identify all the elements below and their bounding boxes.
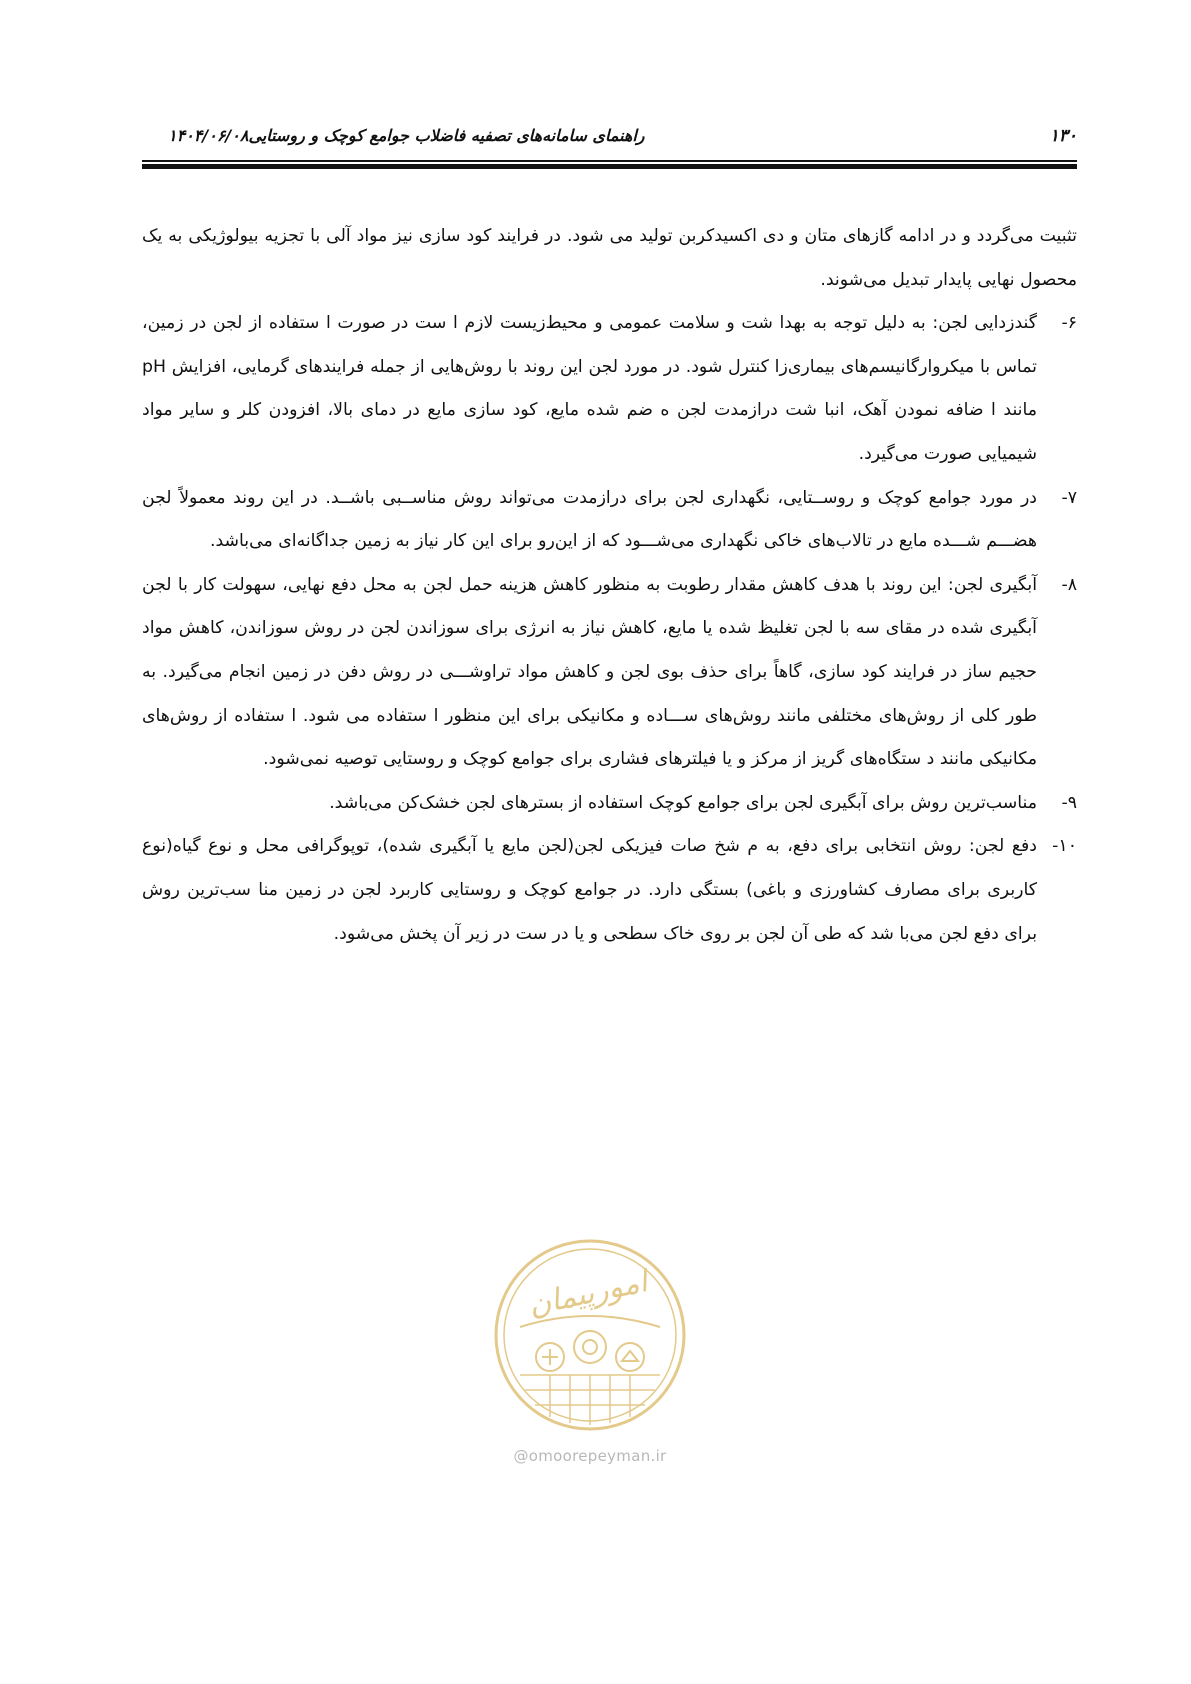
list-item-text: دفع لجن: روش انتخابی برای دفع، به م شخ صات فیزیکی لجن(لجن مایع یا آبگیری شده)، توپوگرافی محل و نوع گیاه(نوع کاربری برای مصارف کشاورزی و باغی) بستگی دارد. در جوامع کوچک و روستایی کاربرد لجن در زمین منا سب‌ترین روش برای دفع لجن می‌با شد که طی آن لجن بر روی خاک سطحی و یا در ست در زیر آن پخش می‌شود. <box>142 836 1037 944</box>
intro-paragraph: تثبیت می‌گردد و در ادامه گازهای متان و دی اکسیدکربن تولید می شود. در فرایند کود سازی نیز مواد آلی با تجزیه بیولوژیکی به یک محصول نهایی پایدار تبدیل می‌شوند. <box>142 226 1077 290</box>
running-title <box>142 126 645 145</box>
seal-logo-text: امورپیمان <box>525 1264 651 1324</box>
list-item-number: ۹- <box>1061 792 1077 813</box>
header-date: ۱۴۰۴/۰۶/۰۸ <box>168 126 249 145</box>
list-item-number: ۱۰- <box>1052 836 1077 857</box>
list-item-text: مناسب‌ترین روش برای آبگیری لجن برای جوامع کوچک استفاده از بسترهای لجن خشک‌کن می‌باشد. <box>329 792 1037 813</box>
list-item-text: گندزدایی لجن: به دلیل توجه به بهدا شت و سلامت عمومی و محیط‌زیست لازم ا ست در صورت ا ستفاده از لجن در زمین، تماس با میکروارگانیسم‌های بیماری‌زا کنترل شود. در مورد لجن این روند با روش‌هایی از جمله فرایندهای گرمایی، افزایش pH مانند ا ضافه نمودن آهک، انبا شت درازمدت لجن ه ضم شده مایع، کود سازی مایع در دمای بالا، افزودن کلر و سایر مواد شیمیایی صورت می‌گیرد. <box>142 313 1037 464</box>
list-item-number: ۶- <box>1061 313 1077 334</box>
list-item-number: ۷- <box>1061 487 1077 508</box>
list-item-text: در مورد جوامع کوچک و روســتایی، نگهداری لجن برای درازمدت می‌تواند روش مناســبی باشــد. در این روند معمولاً لجن هضـــم شـــده مایع در تالاب‌های خاکی نگهداری می‌شـــود که از این‌رو برای این کار نیاز به زمین جداگانه‌ای می‌باشد. <box>142 487 1037 552</box>
header-rule-thin <box>142 160 1077 162</box>
list-item <box>142 825 1077 956</box>
list-item <box>142 302 1077 476</box>
page-header <box>142 126 1077 156</box>
header-rule-thick <box>142 164 1077 169</box>
header-title: راهنمای سامانه‌های تصفیه فاضلاب جوامع کوچک و روستایی <box>248 126 645 145</box>
body-text <box>142 215 1077 956</box>
list-item-number: ۸- <box>1061 574 1077 595</box>
watermark-seal <box>490 1235 690 1435</box>
seal-logo-icon <box>490 1235 690 1435</box>
page-number: ۱۳۰ <box>1049 126 1077 146</box>
list-item <box>142 564 1077 782</box>
list-item <box>142 477 1077 564</box>
list-item <box>142 782 1077 826</box>
watermark-website: @omoorepeyman.ir <box>513 1447 667 1465</box>
list-item-text: آبگیری لجن: این روند با هدف کاهش مقدار رطوبت به منظور کاهش هزینه حمل لجن به محل دفع نهایی، سهولت کار با لجن آبگیری شده در مقای سه با لجن تغلیظ شده یا مایع، کاهش نیاز به انرژی برای سوزاندن لجن در روش سوزاندن، کاهش مواد حجیم ساز در فرایند کود سازی، گاهاً برای حذف بوی لجن و کاهش مواد تراوشـــی در روش دفن در زمین انجام می‌گیرد. به طور کلی از روش‌های مختلفی مانند روش‌های ســـاده و مکانیکی برای این منظور ا ستفاده می شود. ا ستفاده از روش‌های مکانیکی مانند د ستگاه‌های گریز از مرکز و یا فیلترهای فشاری برای جوامع کوچک و روستایی توصیه نمی‌شود. <box>142 574 1037 770</box>
